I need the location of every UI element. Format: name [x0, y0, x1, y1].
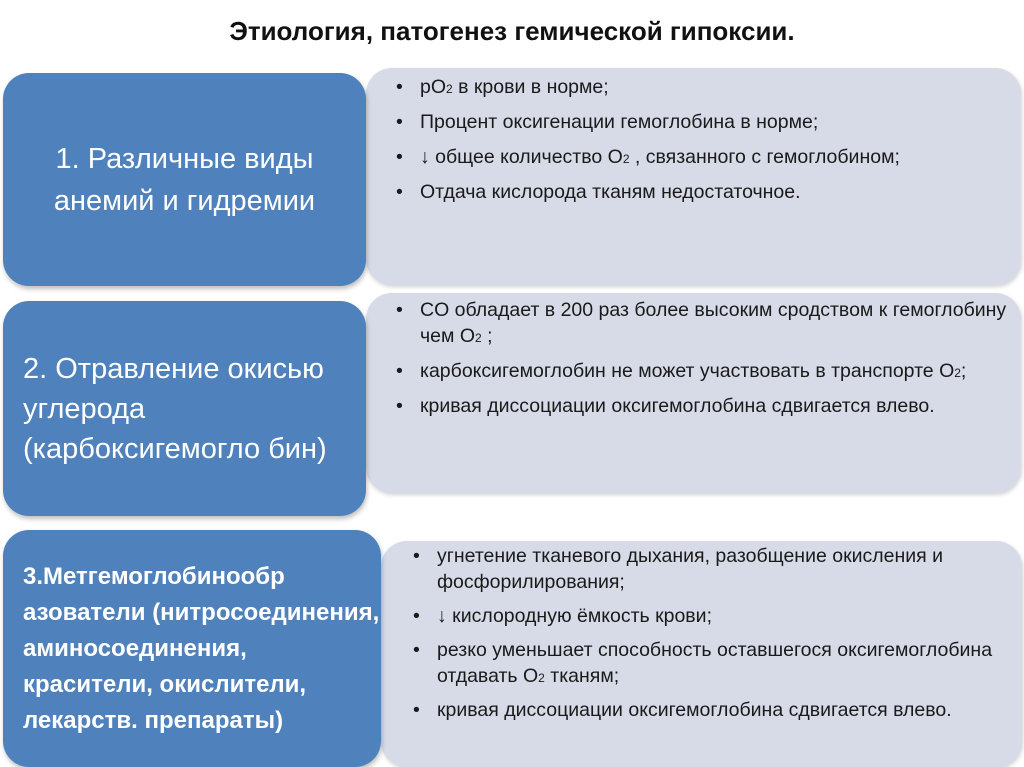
bullet-icon: •	[396, 76, 403, 98]
bullet-icon: •	[396, 181, 403, 203]
detail-list-2	[366, 293, 1021, 421]
list-item: • CO обладает в 200 раз более высоким сродством к гемоглобину чем O2 ;	[396, 299, 1007, 347]
bullet-icon: •	[413, 545, 420, 567]
bullet-icon: •	[396, 146, 403, 168]
category-label-2: 2. Отравление окисью углерода (карбоксигемогло бин)	[23, 352, 327, 465]
bullet-icon: •	[396, 360, 403, 382]
list-item: • угнетение тканевого дыхания, разобщение окисления и фосфорилирования;	[413, 545, 943, 593]
category-box-1	[3, 73, 366, 286]
list-item: • ↓ общее количество O2 , связанного с гемоглобином;	[396, 146, 900, 168]
page-title: Этиология, патогенез гемической гипоксии.	[229, 16, 795, 46]
detail-box-1	[366, 68, 1021, 285]
bullet-icon: •	[413, 699, 420, 721]
bullet-icon: •	[396, 111, 403, 133]
detail-box-2	[366, 293, 1021, 493]
list-item: • кривая диссоциации оксигемоглобина сдвигается влево.	[396, 395, 935, 417]
category-label-3: 3.Метгемоглобинообр азователи (нитросоединения, аминосоединения, красители, окислители, лекарств. препараты)	[23, 562, 380, 734]
detail-box-3	[381, 541, 1022, 767]
detail-list-1	[366, 68, 1021, 207]
category-box-2	[3, 301, 366, 516]
list-item: • рO2 в крови в норме;	[396, 76, 609, 98]
bullet-icon: •	[396, 395, 403, 417]
bullet-icon: •	[413, 605, 420, 627]
list-item: • карбоксигемоглобин не может участвовать в транспорте O2;	[396, 360, 967, 382]
list-item: • ↓ кислородную ёмкость крови;	[413, 605, 712, 627]
list-item: • Процент оксигенации гемоглобина в норме;	[396, 111, 819, 133]
list-item: • резко уменьшает способность оставшегося оксигемоглобина отдавать O2 тканям;	[413, 639, 993, 687]
bullet-icon: •	[396, 299, 403, 321]
list-item: • кривая диссоциации оксигемоглобина сдвигается влево.	[413, 699, 952, 721]
list-item: • Отдача кислорода тканям недостаточное.	[396, 181, 801, 203]
category-label-1: 1. Различные виды анемий и гидремии	[53, 142, 316, 217]
category-box-3	[3, 530, 381, 767]
detail-list-3	[381, 541, 1022, 725]
bullet-icon: •	[413, 639, 420, 661]
